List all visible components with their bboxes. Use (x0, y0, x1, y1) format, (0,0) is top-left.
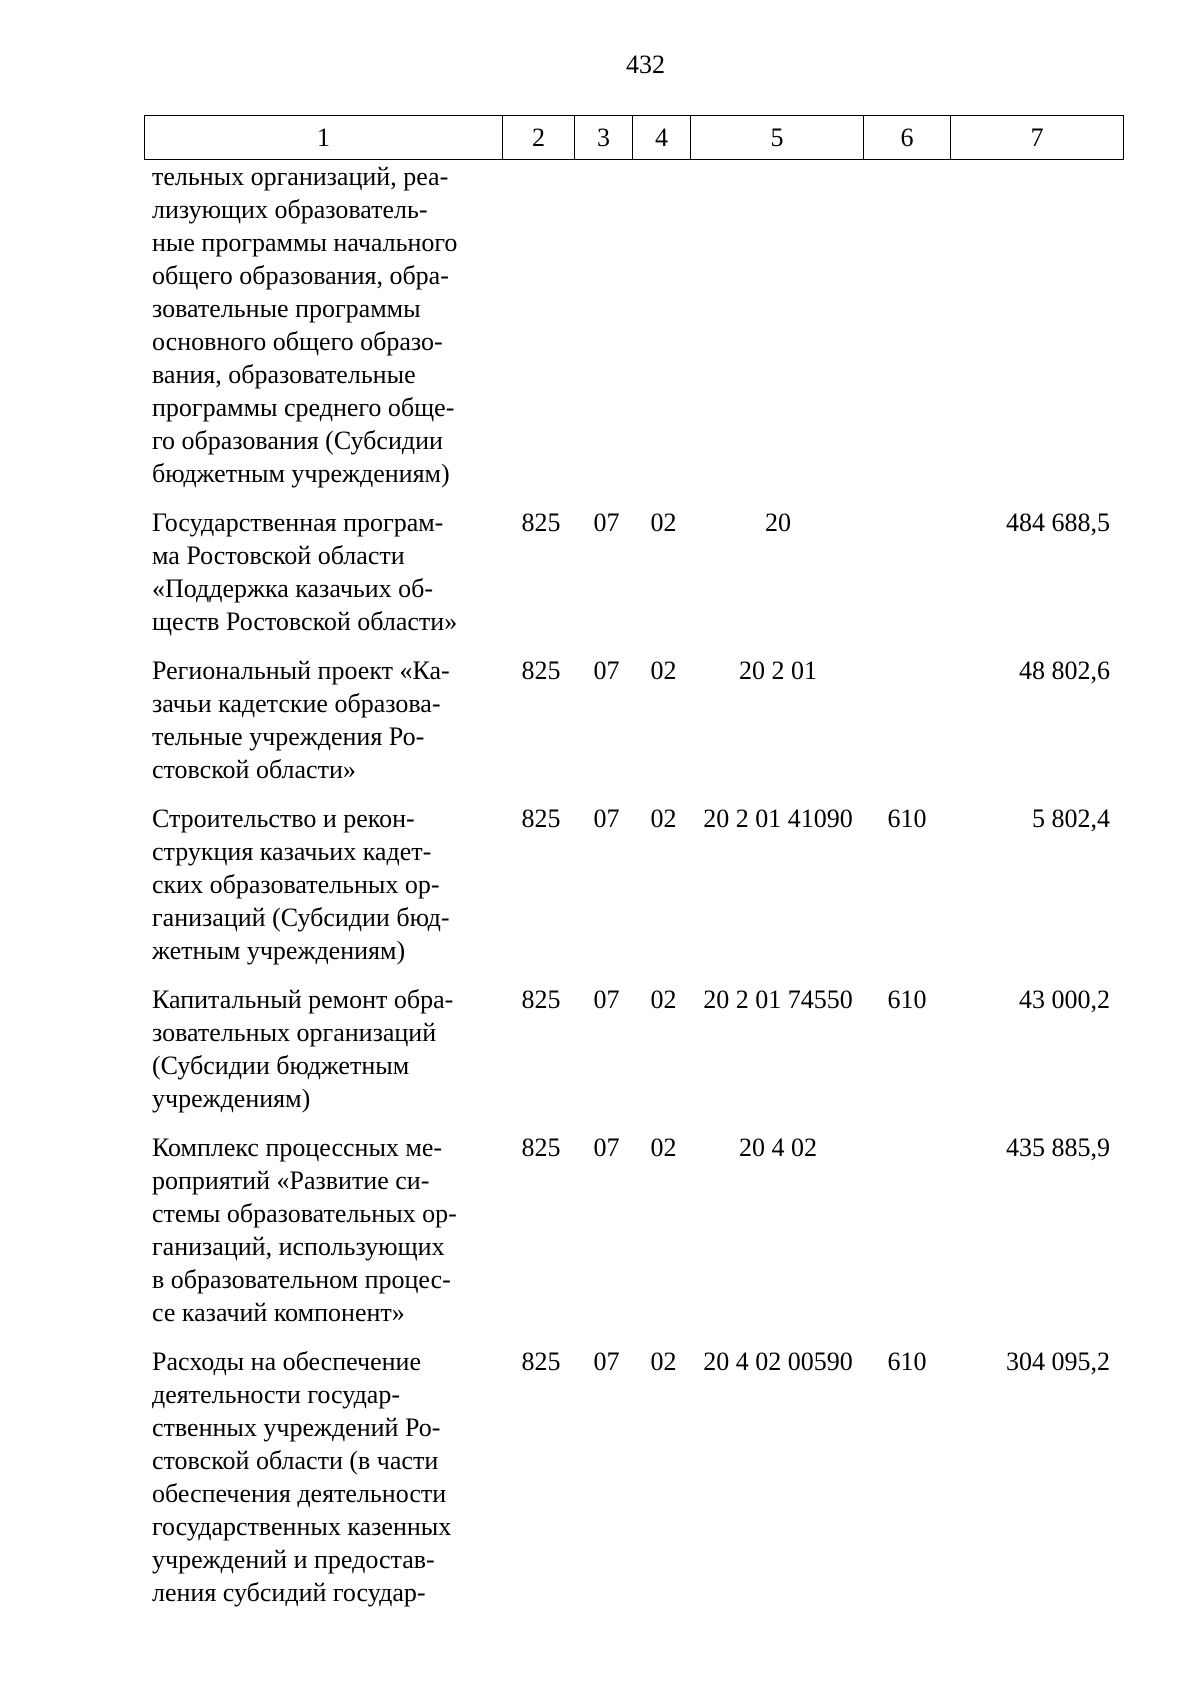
row-amount: 43 000,2 (1019, 985, 1110, 1014)
row-amount: 48 802,6 (1019, 656, 1110, 685)
row-target-article: 20 (765, 508, 791, 537)
row-subsection: 02 (650, 1347, 677, 1376)
row-target-article: 20 2 01 41090 (703, 804, 853, 833)
row-name: Строительство и рекон- струкция казачьих кадет- ских образовательных ор- ганизаций (Субсидии бюд- жетным учреждениям) (152, 804, 450, 965)
row-name: тельных организаций, реа- лизующих образователь- ные программы начального общего образования, обра- зовательные программы основного общего образо- вания, образовательные программы среднего обще- го образования (Субсидии бюджетным учреждениям) (152, 162, 458, 488)
row-section: 07 (593, 1133, 620, 1162)
page-number: 432 (626, 50, 665, 79)
row-subsection: 02 (650, 508, 677, 537)
row-amount: 435 885,9 (1006, 1133, 1110, 1162)
row-section: 07 (593, 985, 620, 1014)
budget-table-body (144, 160, 1124, 1609)
row-admin-code: 825 (521, 656, 561, 685)
header-col-4: 4 (633, 116, 691, 160)
row-admin-code: 825 (521, 1347, 561, 1376)
row-amount: 5 802,4 (1032, 804, 1110, 833)
row-target-article: 20 4 02 (739, 1133, 817, 1162)
table-row (144, 654, 1124, 786)
row-amount: 304 095,2 (1006, 1347, 1110, 1376)
row-section: 07 (593, 804, 620, 833)
header-col-1: 1 (145, 116, 503, 160)
row-amount: 484 688,5 (1006, 508, 1110, 537)
row-admin-code: 825 (521, 1133, 561, 1162)
table-row (144, 506, 1124, 638)
row-target-article: 20 2 01 74550 (703, 985, 853, 1014)
row-admin-code: 825 (521, 508, 561, 537)
row-section: 07 (593, 1347, 620, 1376)
table-row (144, 1345, 1124, 1609)
row-subsection: 02 (650, 1133, 677, 1162)
row-expense-type: 610 (887, 985, 927, 1014)
header-col-3: 3 (575, 116, 633, 160)
row-name: Расходы на обеспечение деятельности государ- ственных учреждений Ро- стовской области (в части обеспечения деятельности государственных казенных учреждений и предостав- ления субсидий государ- (152, 1347, 452, 1607)
header-col-5: 5 (691, 116, 864, 160)
row-target-article: 20 2 01 (739, 656, 817, 685)
row-expense-type: 610 (887, 804, 927, 833)
row-target-article: 20 4 02 00590 (703, 1347, 853, 1376)
row-name: Комплекс процессных ме- роприятий «Развитие си- стемы образовательных ор- ганизаций, использующих в образовательном процес- се казачий компонент» (152, 1133, 457, 1327)
header-col-2: 2 (503, 116, 575, 160)
table-row (144, 983, 1124, 1115)
row-admin-code: 825 (521, 804, 561, 833)
row-subsection: 02 (650, 656, 677, 685)
table-row (144, 160, 1124, 490)
row-name: Региональный проект «Ка- зачьи кадетские образова- тельные учреждения Ро- стовской области» (152, 656, 450, 784)
row-subsection: 02 (650, 804, 677, 833)
row-name: Капитальный ремонт обра- зовательных организаций (Субсидии бюджетным учреждениям) (152, 985, 454, 1113)
table-row (144, 802, 1124, 967)
row-admin-code: 825 (521, 985, 561, 1014)
table-row (144, 1131, 1124, 1329)
header-col-7: 7 (951, 116, 1124, 160)
row-subsection: 02 (650, 985, 677, 1014)
row-section: 07 (593, 656, 620, 685)
row-name: Государственная програм- ма Ростовской области «Поддержка казачьих об- ществ Ростовской области» (152, 508, 458, 636)
header-col-6: 6 (864, 116, 951, 160)
row-expense-type: 610 (887, 1347, 927, 1376)
row-section: 07 (593, 508, 620, 537)
table-header (144, 115, 1124, 160)
